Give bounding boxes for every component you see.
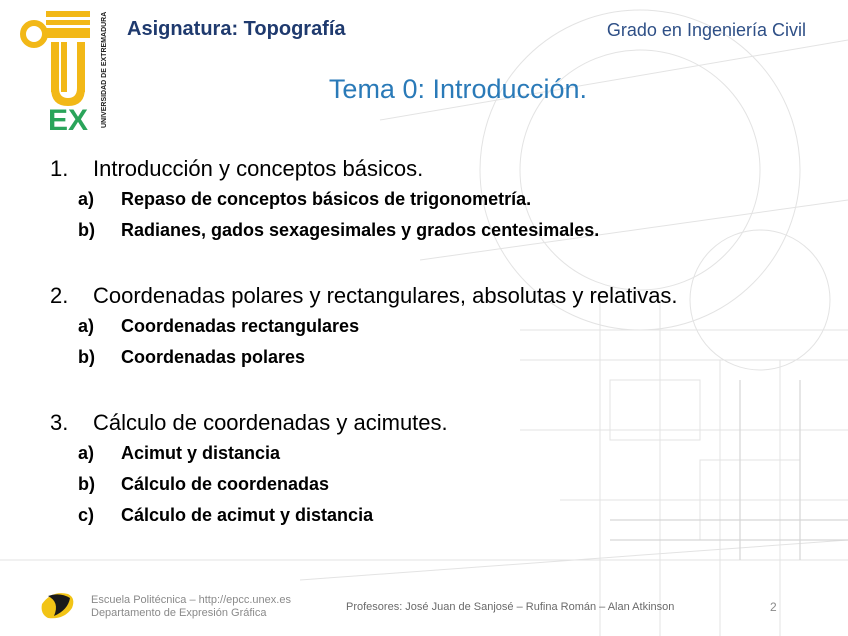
item-letter: a)	[78, 443, 95, 463]
department-name: Departamento de Expresión Gráfica	[91, 607, 267, 619]
logo-column-band	[46, 20, 90, 25]
degree-program: Grado en Ingeniería Civil	[606, 20, 806, 40]
course-title: Asignatura: Topografía	[127, 18, 346, 40]
item-letter: b)	[78, 474, 95, 494]
slide-title: Tema 0: Introducción.	[328, 74, 588, 104]
item-letter: b)	[78, 347, 95, 367]
item-letter: a)	[78, 316, 95, 336]
page-number: 2	[770, 600, 777, 614]
item-letter: c)	[78, 505, 95, 525]
logo-ex-mark: EX	[47, 104, 89, 134]
outline-section	[50, 408, 810, 531]
section-number: 3.	[50, 410, 69, 435]
school-info	[91, 594, 291, 620]
item-text: Repaso de conceptos básicos de trigonometría.	[121, 189, 532, 209]
item-letter: a)	[78, 189, 95, 209]
item-text: Radianes, gados sexagesimales y grados centesimales.	[121, 220, 600, 240]
section-title: Cálculo de coordenadas y acimutes.	[93, 410, 448, 435]
topic-outline	[50, 154, 810, 531]
logo-column-capital	[46, 11, 90, 17]
university-logo	[18, 8, 118, 134]
section-number: 1.	[50, 156, 69, 181]
item-text: Cálculo de coordenadas	[121, 474, 330, 494]
logo-university-name: UNIVERSIDAD DE EXTREMADURA	[101, 11, 108, 128]
item-text: Coordenadas polares	[121, 347, 306, 367]
outline-section	[50, 281, 810, 373]
logo-volute	[23, 23, 45, 45]
professors-line: Profesores: José Juan de Sanjosé – Rufina Román – Alan Atkinson	[346, 601, 675, 613]
item-text: Acimut y distancia	[121, 443, 281, 463]
school-logo	[38, 588, 78, 622]
item-text: Coordenadas rectangulares	[121, 316, 360, 336]
outline-section	[50, 154, 810, 246]
item-letter: b)	[78, 220, 95, 240]
section-number: 2.	[50, 283, 69, 308]
school-name-link: Escuela Politécnica – http://epcc.unex.es	[91, 594, 291, 606]
item-text: Cálculo de acimut y distancia	[121, 505, 374, 525]
section-title: Coordenadas polares y rectangulares, absolutas y relativas.	[93, 283, 678, 308]
section-title: Introducción y conceptos básicos.	[93, 156, 424, 181]
